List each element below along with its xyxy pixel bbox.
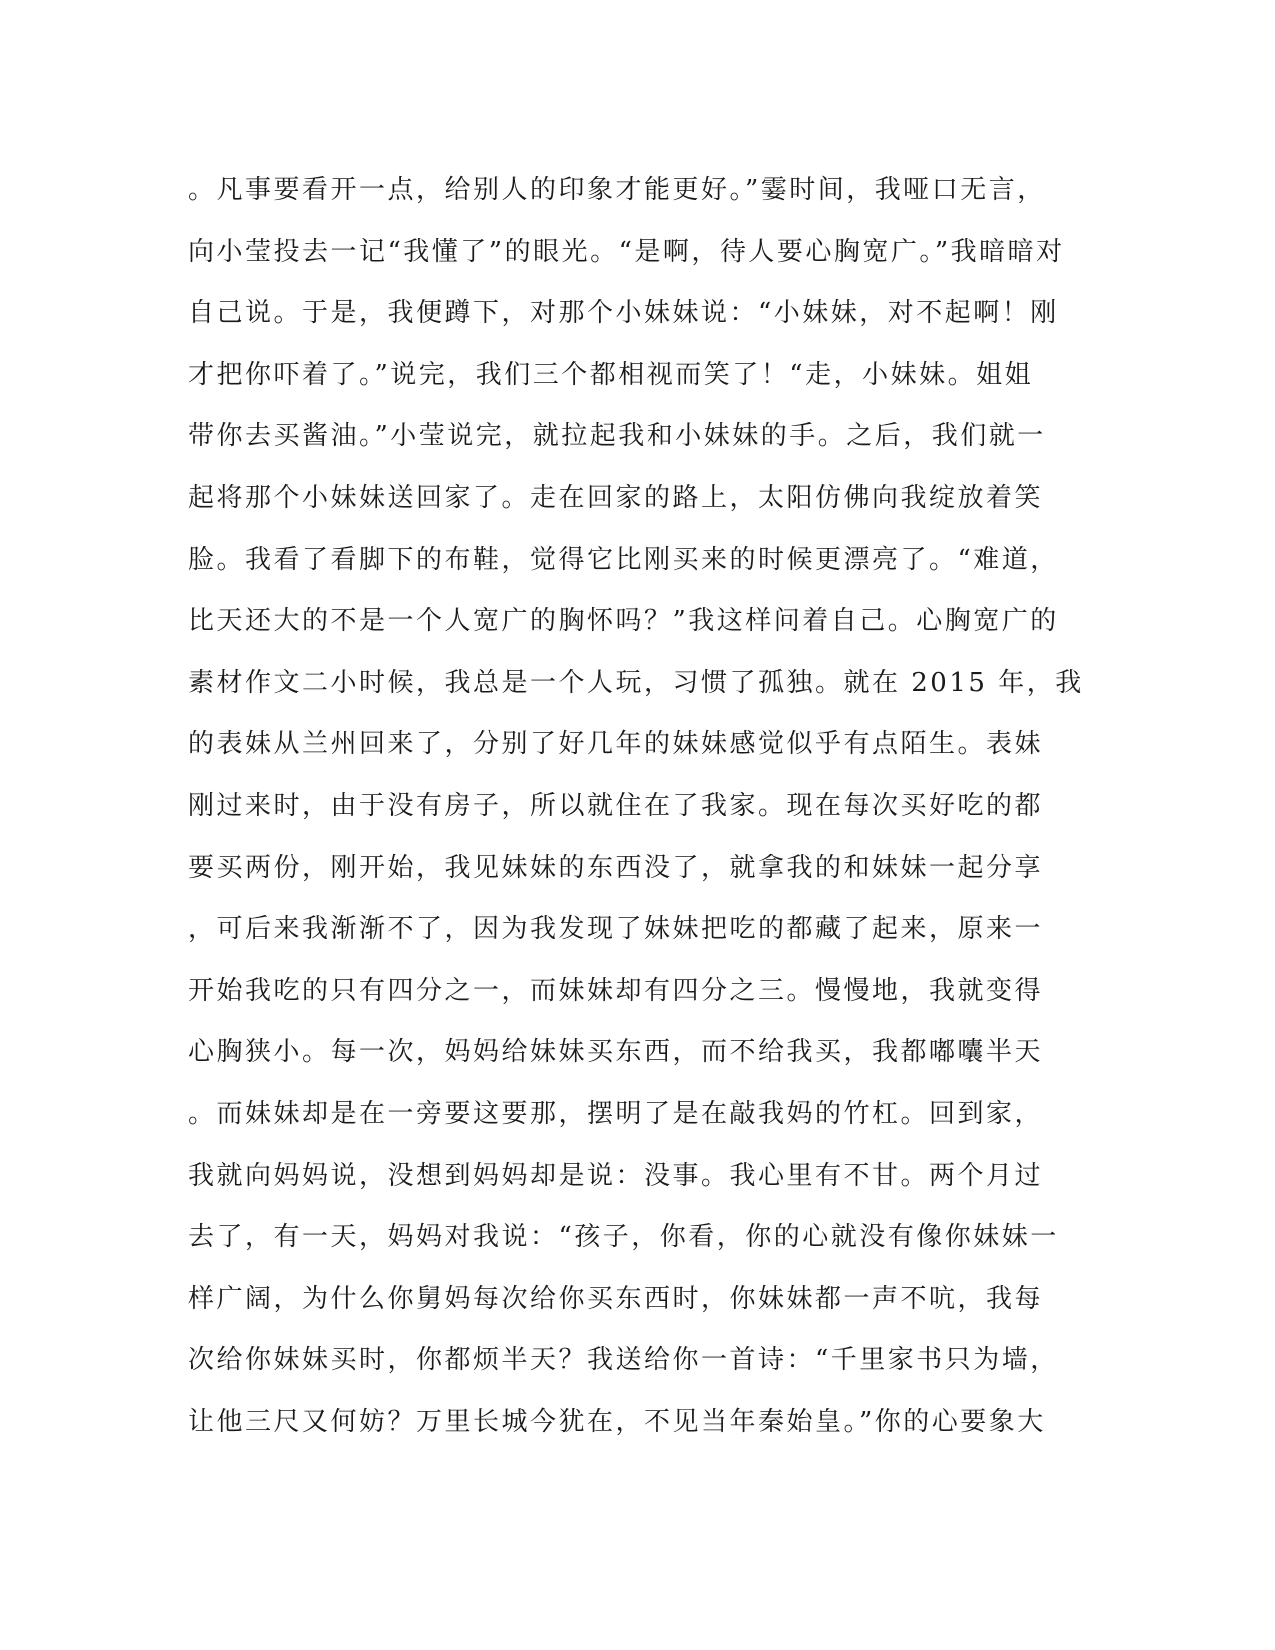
text-line-12: 要买两份，刚开始，我见妹妹的东西没了，就拿我的和妹妹一起分享 xyxy=(188,852,1044,883)
text-line-5: 带你去买酱油。”小莹说完，就拉起我和小妹妹的手。之后，我们就一 xyxy=(188,421,1046,452)
text-line-19: 样广阔，为什么你舅妈每次给你买东西时，你妹妹都一声不吭，我每 xyxy=(188,1283,1044,1314)
text-line-3: 自己说。于是，我便蹲下，对那个小妹妹说：“小妹妹，对不起啊！刚 xyxy=(188,298,1059,329)
text-line-11: 刚过来时，由于没有房子，所以就住在了我家。现在每次买好吃的都 xyxy=(188,790,1044,821)
text-line-4: 才把你吓着了。”说完，我们三个都相视而笑了！“走，小妹妹。姐姐 xyxy=(188,359,1034,390)
text-line-2: 向小莹投去一记“我懂了”的眼光。“是啊，待人要心胸宽广。”我暗暗对 xyxy=(188,236,1065,267)
text-line-21: 让他三尺又何妨？万里长城今犹在，不见当年秦始皇。”你的心要象大 xyxy=(188,1406,1046,1437)
text-line-14: 开始我吃的只有四分之一，而妹妹却有四分之三。慢慢地，我就变得 xyxy=(188,975,1044,1006)
text-line-15: 心胸狭小。每一次，妈妈给妹妹买东西，而不给我买，我都嘟囔半天 xyxy=(188,1037,1044,1068)
body-text xyxy=(188,160,1088,1453)
text-line-20: 次给你妹妹买时，你都烦半天？我送给你一首诗：“千里家书只为墙， xyxy=(188,1345,1059,1376)
text-line-8: 比天还大的不是一个人宽广的胸怀吗？”我这样问着自己。心胸宽广的 xyxy=(188,606,1059,637)
text-line-10: 的表妹从兰州回来了，分别了好几年的妹妹感觉似乎有点陌生。表妹 xyxy=(188,729,1044,760)
text-line-6: 起将那个小妹妹送回家了。走在回家的路上，太阳仿佛向我绽放着笑 xyxy=(188,482,1044,513)
text-line-18: 去了，有一天，妈妈对我说：“孩子，你看，你的心就没有像你妹妹一 xyxy=(188,1222,1059,1253)
text-line-1: 。凡事要看开一点，给别人的印象才能更好。”霎时间，我哑口无言， xyxy=(188,175,1046,205)
text-line-17: 我就向妈妈说，没想到妈妈却是说：没事。我心里有不甘。两个月过 xyxy=(188,1160,1044,1191)
text-line-9: 素材作文二小时候，我总是一个人玩，习惯了孤独。就在 2015 年，我 xyxy=(188,667,1084,698)
text-line-16: 。而妹妹却是在一旁要这要那，摆明了是在敲我妈的竹杠。回到家， xyxy=(188,1098,1044,1129)
text-line-13: ，可后来我渐渐不了，因为我发现了妹妹把吃的都藏了起来，原来一 xyxy=(188,914,1044,945)
text-line-7: 脸。我看了看脚下的布鞋，觉得它比刚买来的时候更漂亮了。“难道， xyxy=(188,544,1059,575)
